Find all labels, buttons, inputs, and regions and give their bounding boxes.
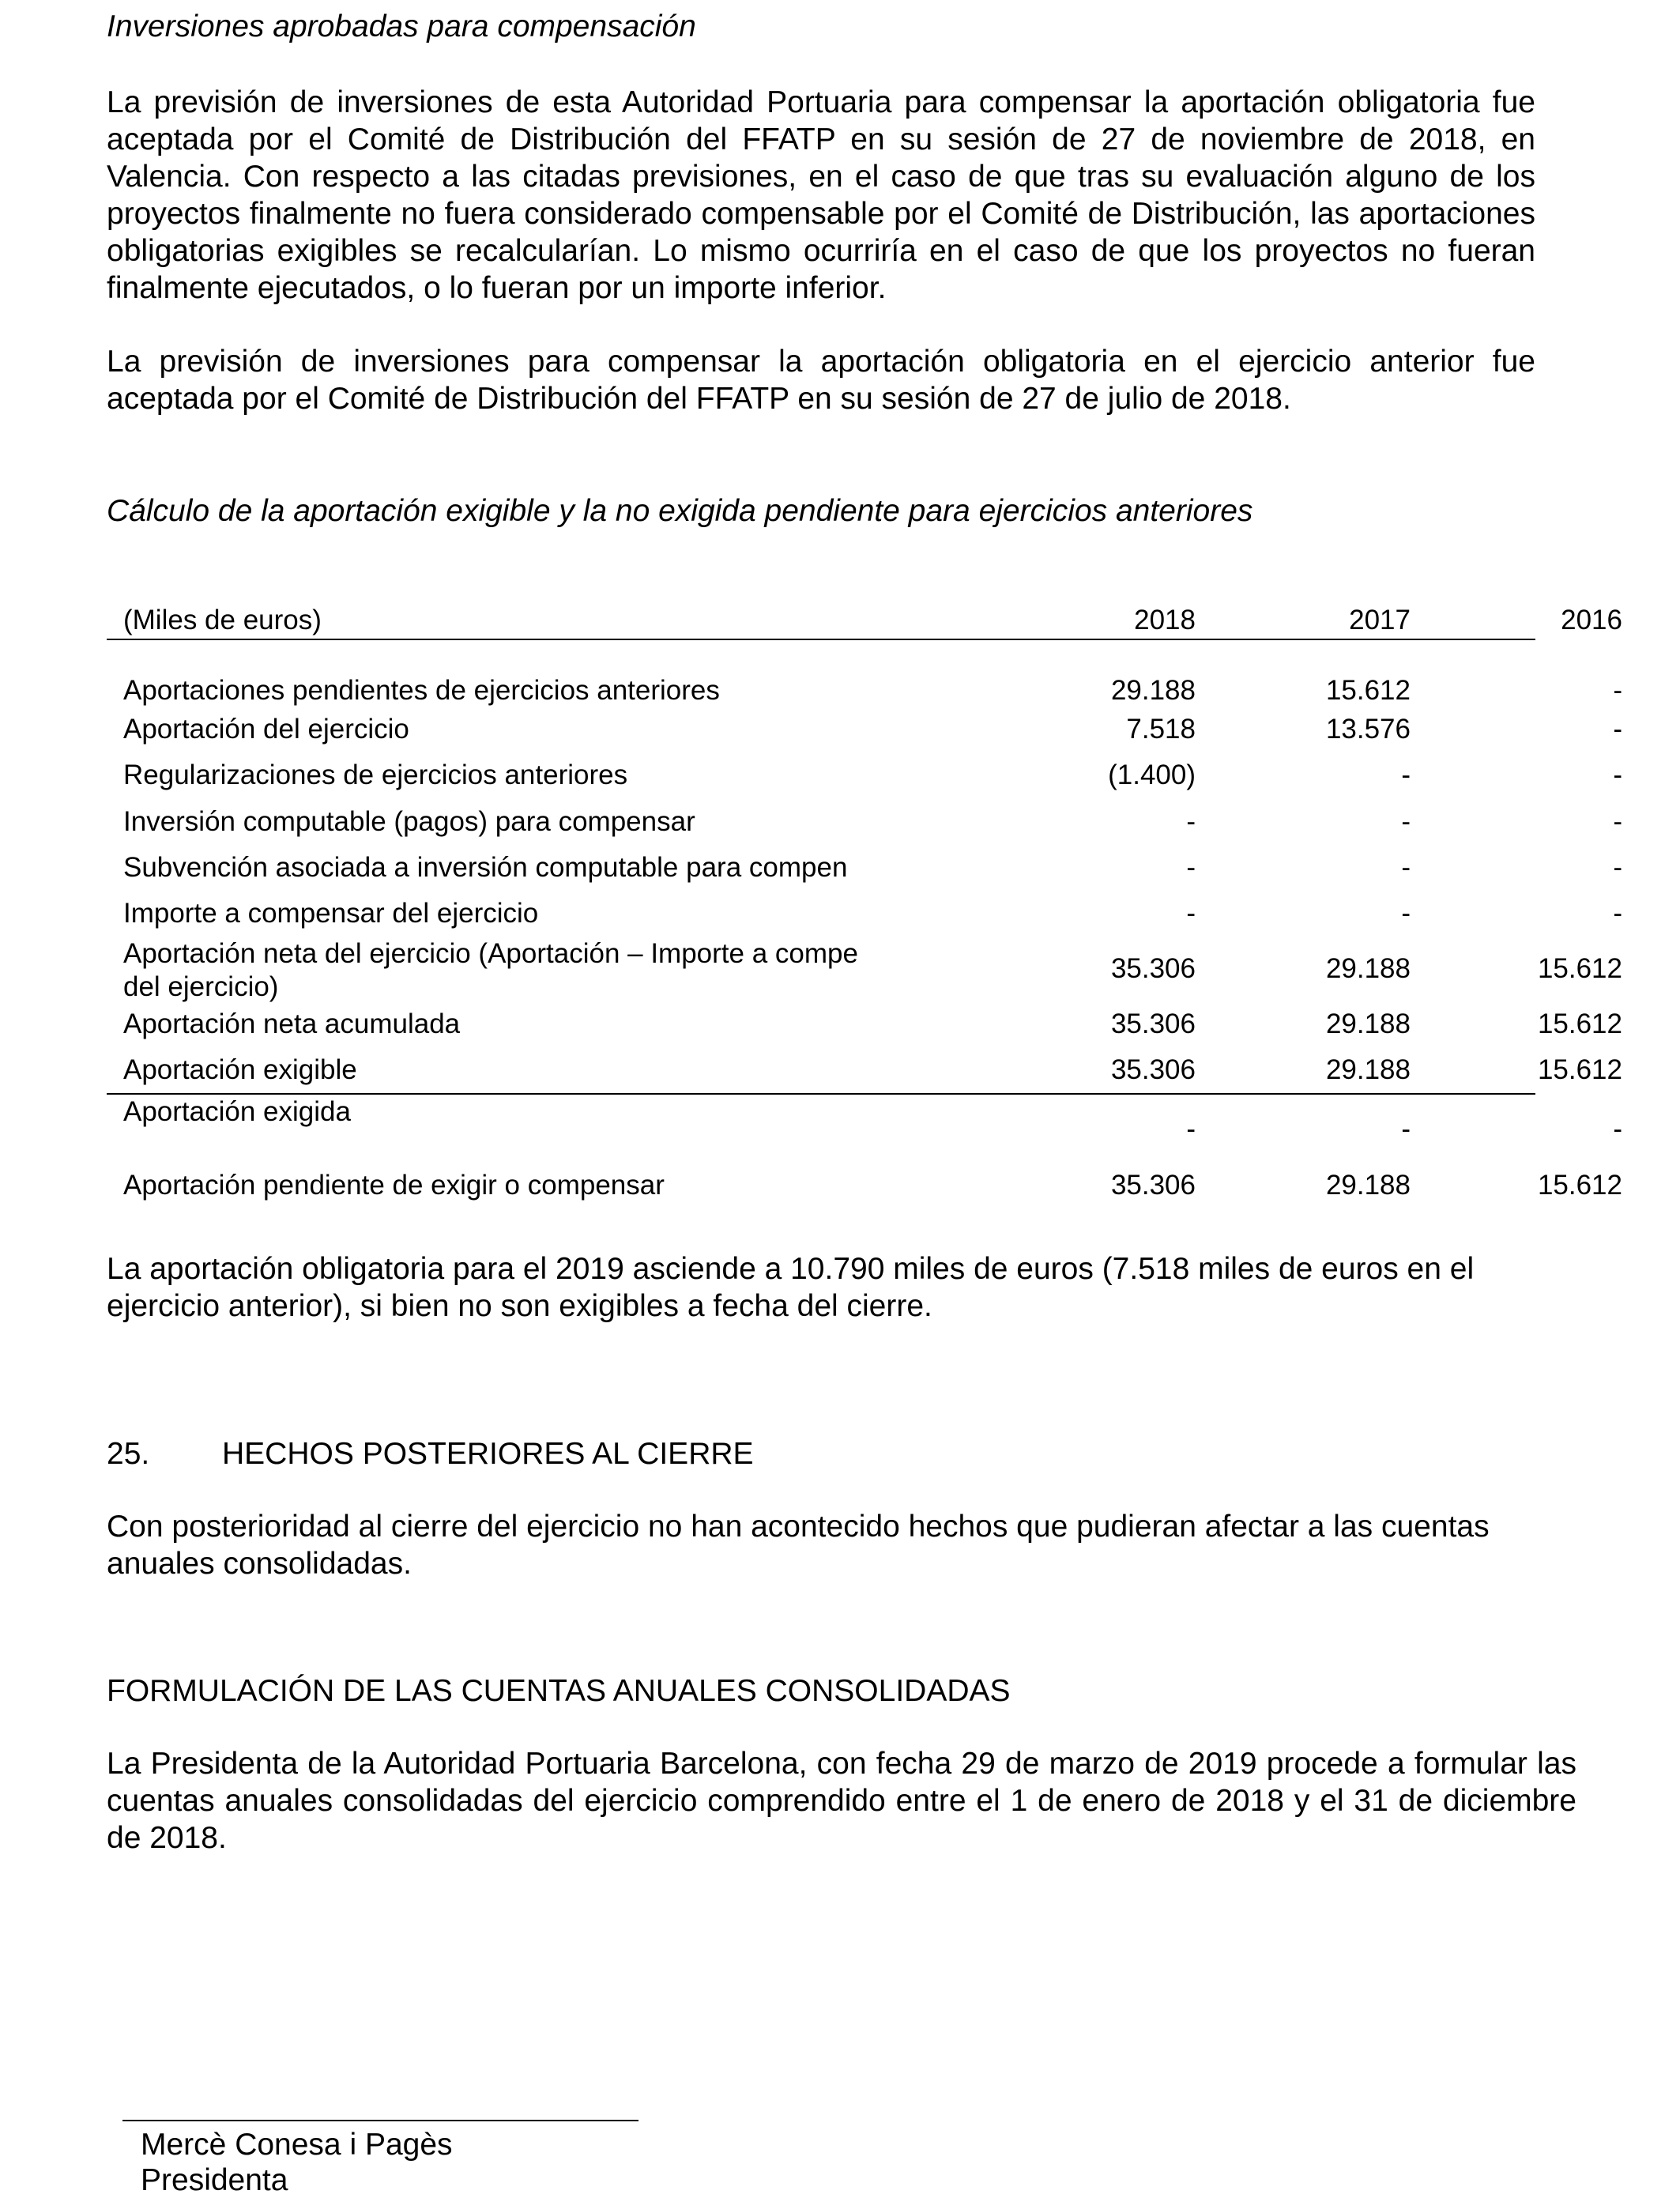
cell-2017: 15.612 [1325,675,1411,706]
cell-2017: 13.576 [1325,714,1411,745]
row-label: Aportación exigible [123,1054,357,1085]
cell-2018: - [1186,1114,1196,1144]
column-header-2016: 2016 [1561,605,1622,635]
table-subtotal-rule [107,1093,1535,1095]
table-header-rule [107,639,1535,640]
section-heading-calculo: Cálculo de la aportación exigible y la no exigida pendiente para ejercicios anteriores [107,494,1253,528]
row-label: Subvención asociada a inversión computable para compen [123,852,848,883]
cell-2017: - [1401,1114,1411,1144]
table-row [107,1096,1622,1152]
cell-2016: 15.612 [1537,953,1622,984]
row-label: Importe a compensar del ejercicio [123,898,539,929]
cell-2018: (1.400) [1108,760,1196,790]
signatory-name: Mercè Conesa i Pagès [141,2128,453,2162]
cell-2017: - [1401,760,1411,790]
section-heading-inversiones: Inversiones aprobadas para compensación [107,9,696,43]
row-label: Aportación neta acumulada [123,1009,461,1039]
cell-2018: 35.306 [1110,1054,1196,1085]
table-row [107,1170,1622,1217]
paragraph-aportacion-2019: La aportación obligatoria para el 2019 asciende a 10.790 miles de euros (7.518 miles de euros en el ejercicio anterior), si bien no son exigibles a fecha del cierre. [107,1252,1475,1323]
cell-2018: 29.188 [1110,675,1196,706]
section-title-hechos-posteriores: HECHOS POSTERIORES AL CIERRE [222,1437,754,1471]
cell-2016: - [1613,806,1622,837]
cell-2018: - [1186,852,1196,883]
cell-2018: 7.518 [1126,714,1196,745]
cell-2016: 15.612 [1537,1170,1622,1201]
cell-2016: - [1613,675,1622,706]
section-title-formulacion: FORMULACIÓN DE LAS CUENTAS ANUALES CONSOLIDADAS [107,1674,1011,1708]
table-row [107,714,1622,761]
cell-2018: - [1186,806,1196,837]
table-header-row [107,605,1622,652]
cell-2018: 35.306 [1110,953,1196,984]
cell-2016: - [1613,714,1622,745]
cell-2017: 29.188 [1325,1009,1411,1039]
cell-2016: - [1613,852,1622,883]
cell-2018: - [1186,898,1196,929]
table-row [107,760,1622,807]
paragraph-inversiones-2: La previsión de inversiones para compensar la aportación obligatoria en el ejercicio anterior fue aceptada por el Comité de Distribución del FFATP en su sesión de 27 de julio de 2018. [107,345,1535,416]
paragraph-hechos-posteriores: Con posterioridad al cierre del ejercicio no han acontecido hechos que pudieran afectar a las cuentas anuales consolidadas. [107,1510,1490,1581]
column-header-2018: 2018 [1134,605,1196,635]
cell-2016: - [1613,898,1622,929]
table-row [107,1054,1622,1102]
cell-2017: 29.188 [1325,953,1411,984]
section-number-25: 25. [107,1437,150,1471]
cell-2018: 35.306 [1110,1009,1196,1039]
table-unit-label: (Miles de euros) [123,605,322,635]
signatory-role: Presidenta [141,2163,288,2197]
cell-2017: - [1401,852,1411,883]
cell-2017: 29.188 [1325,1170,1411,1201]
paragraph-formulacion: La Presidenta de la Autoridad Portuaria Barcelona, con fecha 29 de marzo de 2019 procede a formular las cuentas anuales consolidadas del ejercicio comprendido entre el 1 de enero de 2018 y el 31 de diciembre de 2018. [107,1747,1576,1855]
row-label: Aportaciones pendientes de ejercicios anteriores [123,675,720,706]
row-label: Aportación del ejercicio [123,714,409,745]
row-label: Aportación exigida [123,1096,351,1127]
signature-line [122,2120,638,2121]
table-row [107,806,1622,854]
cell-2016: 15.612 [1537,1054,1622,1085]
cell-2017: 29.188 [1325,1054,1411,1085]
table-row [107,937,1622,1009]
cell-2016: 15.612 [1537,1009,1622,1039]
row-label: Aportación neta del ejercicio (Aportación – Importe a compe del ejercicio) [123,938,858,1002]
table-row [107,852,1622,899]
cell-2016: - [1613,760,1622,790]
row-label: Regularizaciones de ejercicios anteriores [123,760,628,790]
cell-2018: 35.306 [1110,1170,1196,1201]
cell-2017: - [1401,898,1411,929]
cell-2017: - [1401,806,1411,837]
cell-2016: - [1613,1114,1622,1144]
table-row [107,1009,1622,1056]
paragraph-inversiones-1: La previsión de inversiones de esta Autoridad Portuaria para compensar la aportación obligatoria fue aceptada por el Comité de Distribución del FFATP en su sesión de 27 de noviembre de 2018, en Valencia. Con respecto a las citadas previsiones, en el caso de que tras su evaluación alguno de los proyectos finalmente no fuera considerado compensable por el Comité de Distribución, las aportaciones obligatorias exigibles se recalcularían. Lo mismo ocurriría en el caso de que los proyectos no fueran finalmente ejecutados, o lo fueran por un importe inferior. [107,85,1535,305]
row-label: Inversión computable (pagos) para compensar [123,806,695,837]
column-header-2017: 2017 [1349,605,1411,635]
row-label: Aportación pendiente de exigir o compensar [123,1170,665,1201]
